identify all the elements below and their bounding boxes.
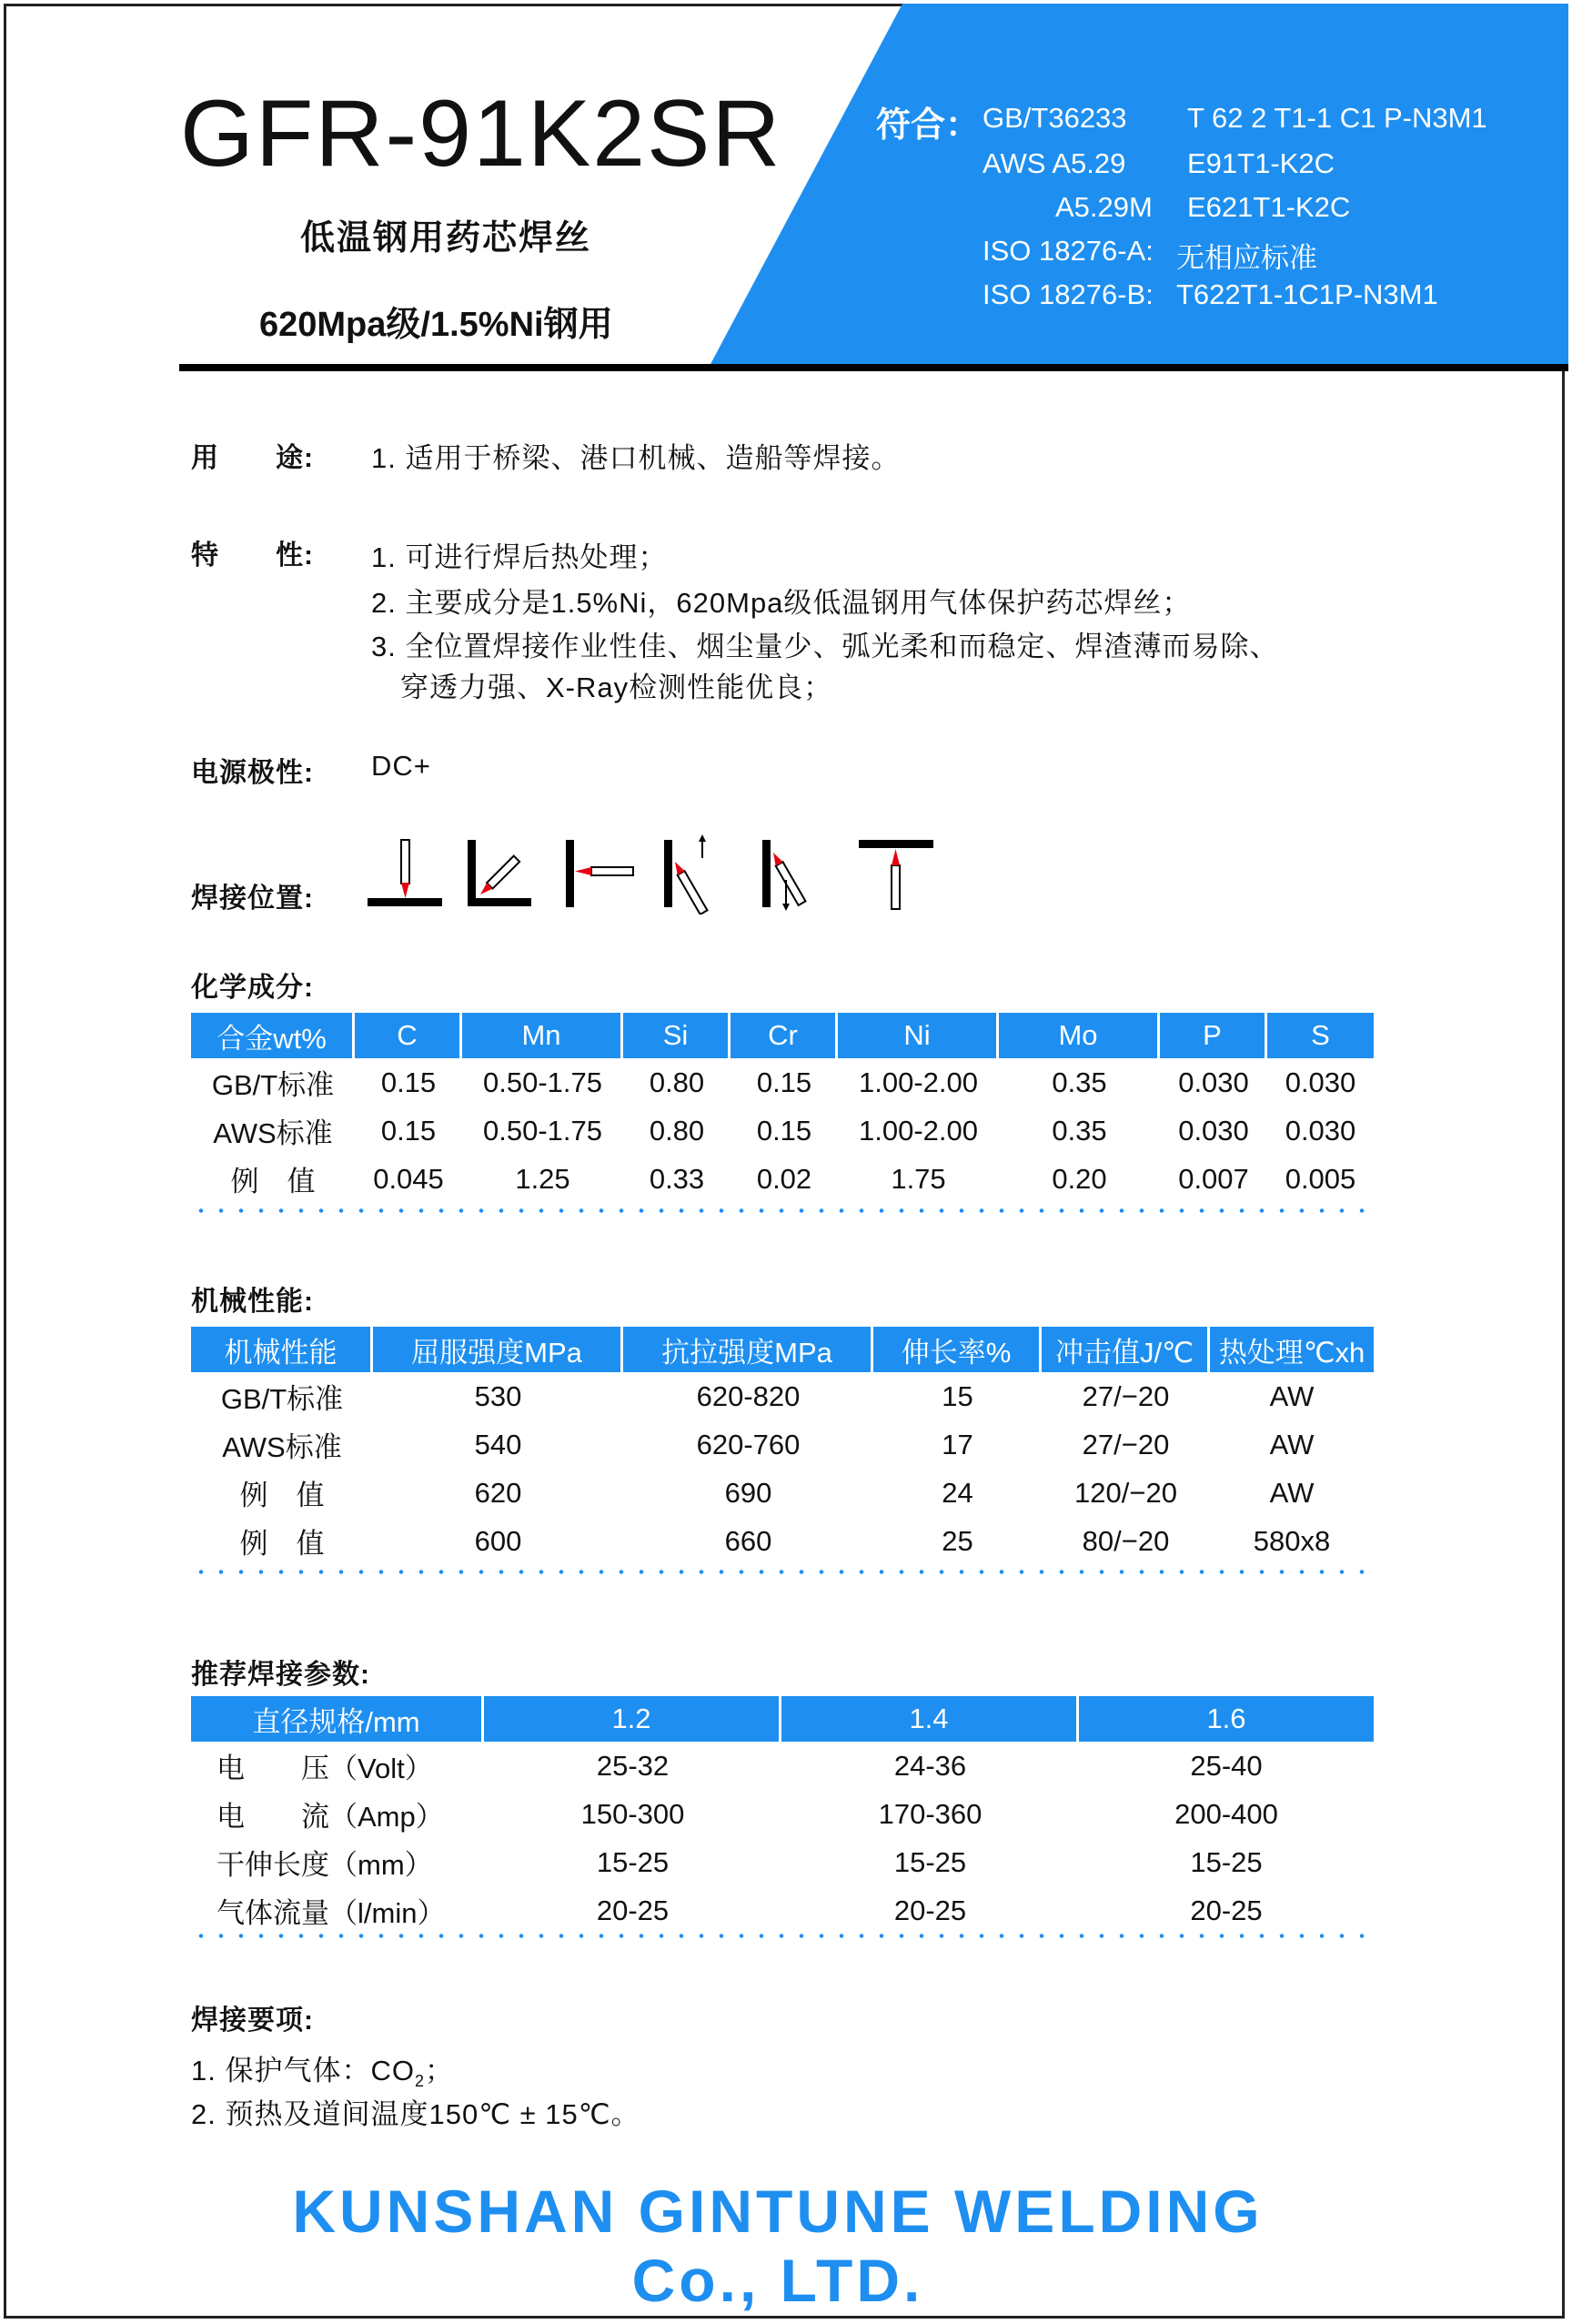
standard-code: E91T1-K2C xyxy=(1187,147,1335,179)
column-header: Mo xyxy=(999,1013,1160,1058)
table-cell: 620-760 xyxy=(696,1428,801,1460)
table-cell: 600 xyxy=(474,1524,522,1557)
note-text: 1. 保护气体：CO xyxy=(191,2055,415,2087)
dotted-divider xyxy=(191,1934,1374,1938)
table-cell: 0.50-1.75 xyxy=(483,1066,602,1098)
table-cell: 20-25 xyxy=(893,1894,967,1926)
column-header: 1.6 xyxy=(1079,1696,1374,1742)
table-cell: 27/−20 xyxy=(1082,1379,1170,1412)
column-header: Cr xyxy=(731,1013,838,1058)
product-code: GFR-91K2SR xyxy=(180,81,782,187)
table-cell: 例 值 xyxy=(239,1528,325,1560)
table-row xyxy=(191,1886,1374,1935)
column-header: S xyxy=(1267,1013,1374,1058)
table-cell: 0.030 xyxy=(1285,1066,1356,1098)
column-header: Si xyxy=(623,1013,731,1058)
table-cell: 0.005 xyxy=(1285,1162,1356,1195)
note-item xyxy=(191,2047,454,2091)
table-cell: 干伸长度（mm） xyxy=(217,1849,433,1881)
table-cell: 气体流量（l/min） xyxy=(217,1897,446,1929)
polarity-label: 电源极性: xyxy=(191,758,314,788)
overhead-position-icon xyxy=(859,833,933,914)
table-cell: 150-300 xyxy=(580,1797,685,1830)
feature-item: 2. 主要成分是1.5%Ni，620Mpa级低温钢用气体保护药芯焊丝； xyxy=(371,587,1192,619)
table-header-row xyxy=(191,1696,1374,1742)
column-header: 1.2 xyxy=(484,1696,781,1742)
table-cell: 20-25 xyxy=(1190,1894,1263,1926)
standard-code: T 62 2 T1-1 C1 P-N3M1 xyxy=(1187,102,1487,134)
params-table xyxy=(191,1696,1374,1935)
header-divider xyxy=(179,364,1568,371)
table-cell: AWS标准 xyxy=(222,1431,342,1463)
column-header: 合金wt% xyxy=(191,1013,355,1058)
table-row xyxy=(191,1155,1374,1203)
table-row xyxy=(191,1517,1374,1565)
table-cell: 0.35 xyxy=(1052,1066,1107,1098)
column-header: 伸长率% xyxy=(873,1327,1042,1372)
table-cell: 0.15 xyxy=(380,1066,437,1098)
table-row xyxy=(191,1469,1374,1517)
standard-code: T622T1-1C1P-N3M1 xyxy=(1176,278,1438,310)
polarity-value: DC+ xyxy=(371,750,431,782)
horizontal-position-icon xyxy=(564,833,639,914)
table-cell: 1.00-2.00 xyxy=(859,1114,978,1147)
table-row xyxy=(191,1372,1374,1420)
note-item: 2. 预热及道间温度150℃ ± 15℃。 xyxy=(191,2098,640,2130)
table-cell: 20-25 xyxy=(596,1894,670,1926)
table-cell: 0.030 xyxy=(1178,1066,1249,1098)
table-cell: GB/T标准 xyxy=(211,1069,335,1101)
table-cell: 0.030 xyxy=(1285,1114,1356,1147)
table-cell: 24 xyxy=(942,1476,973,1509)
welding-positions xyxy=(368,833,933,914)
feature-item: 1. 可进行焊后热处理； xyxy=(371,541,668,573)
table-cell: 17 xyxy=(942,1428,973,1460)
dotted-divider xyxy=(191,1208,1374,1213)
params-label: 推荐焊接参数: xyxy=(191,1660,370,1690)
table-cell: 例 值 xyxy=(239,1480,325,1511)
table-row xyxy=(191,1742,1374,1790)
table-cell: 电 压（Volt） xyxy=(217,1753,433,1784)
table-row xyxy=(191,1106,1374,1155)
standard-name: GB/T36233 xyxy=(982,102,1127,134)
table-cell: 25-32 xyxy=(596,1749,670,1782)
table-cell: 1.75 xyxy=(891,1162,946,1195)
table-cell: 25 xyxy=(942,1524,973,1557)
subscript: 2 xyxy=(414,2072,425,2091)
chemical-table xyxy=(191,1013,1374,1203)
standard-name: AWS A5.29 xyxy=(982,147,1126,179)
column-header: 直径规格/mm xyxy=(191,1696,484,1742)
note-text: ； xyxy=(424,2055,454,2087)
column-header: 冲击值J/℃ xyxy=(1042,1327,1210,1372)
column-header: P xyxy=(1160,1013,1267,1058)
table-cell: 0.50-1.75 xyxy=(483,1114,602,1147)
notes-label: 焊接要项: xyxy=(191,2006,314,2036)
vertical-up-position-icon xyxy=(662,833,737,914)
table-cell: 1.00-2.00 xyxy=(859,1066,978,1098)
table-cell: 0.35 xyxy=(1052,1114,1107,1147)
feature-item: 穿透力强、X-Ray检测性能优良； xyxy=(371,672,833,703)
feature-item: 3. 全位置焊接作业性佳、烟尘量少、弧光柔和而稳定、焊渣薄而易除、 xyxy=(371,631,1279,662)
conform-label: 符合： xyxy=(876,106,981,145)
standard-code: 无相应标准 xyxy=(1176,242,1317,274)
table-cell: 1.25 xyxy=(515,1162,570,1195)
column-header: 机械性能 xyxy=(191,1327,373,1372)
table-cell: 0.20 xyxy=(1052,1162,1107,1195)
standard-name: ISO 18276-A: xyxy=(982,235,1154,267)
table-cell: 0.045 xyxy=(373,1162,444,1195)
table-cell: 120/−20 xyxy=(1074,1476,1177,1509)
usage-label: 用 途: xyxy=(191,443,314,473)
table-cell: 0.15 xyxy=(756,1114,812,1147)
table-cell: 25-40 xyxy=(1190,1749,1263,1782)
features-label: 特 性: xyxy=(191,541,314,571)
dotted-divider xyxy=(191,1570,1374,1574)
table-cell: 24-36 xyxy=(893,1749,967,1782)
column-header: 热处理℃xh xyxy=(1210,1327,1374,1372)
table-row xyxy=(191,1838,1374,1886)
table-cell: 170-360 xyxy=(878,1797,982,1830)
table-cell: 690 xyxy=(724,1476,772,1509)
table-cell: 660 xyxy=(724,1524,772,1557)
standard-code: E621T1-K2C xyxy=(1187,191,1351,223)
mechanical-label: 机械性能: xyxy=(191,1287,314,1317)
table-row xyxy=(191,1420,1374,1469)
table-cell: 电 流（Amp） xyxy=(217,1801,444,1833)
product-subtitle: 低温钢用药芯焊丝 xyxy=(300,219,592,258)
table-cell: 0.15 xyxy=(380,1114,437,1147)
table-header-row xyxy=(191,1327,1374,1372)
table-cell: AW xyxy=(1269,1379,1315,1412)
column-header: 抗拉强度MPa xyxy=(623,1327,873,1372)
standard-name: A5.29M xyxy=(1055,191,1153,223)
table-cell: 0.15 xyxy=(756,1066,812,1098)
table-cell: 540 xyxy=(474,1428,522,1460)
column-header: Mn xyxy=(462,1013,623,1058)
table-cell: 27/−20 xyxy=(1082,1428,1170,1460)
table-cell: 0.030 xyxy=(1178,1114,1249,1147)
standard-name: ISO 18276-B: xyxy=(982,278,1154,310)
flat-fillet-position-icon xyxy=(368,833,442,914)
usage-item: 1. 适用于桥梁、港口机械、造船等焊接。 xyxy=(371,442,901,474)
column-header: C xyxy=(355,1013,462,1058)
table-cell: 15 xyxy=(942,1379,973,1412)
table-cell: 80/−20 xyxy=(1082,1524,1170,1557)
table-cell: 580x8 xyxy=(1253,1524,1331,1557)
table-cell: 620-820 xyxy=(696,1379,801,1412)
horizontal-fillet-position-icon xyxy=(466,833,540,914)
table-cell: 例 值 xyxy=(230,1166,316,1197)
table-header-row xyxy=(191,1013,1374,1058)
column-header: 1.4 xyxy=(781,1696,1079,1742)
positions-label: 焊接位置: xyxy=(191,884,314,914)
column-header: Ni xyxy=(838,1013,999,1058)
table-cell: 0.02 xyxy=(756,1162,812,1195)
table-cell: 200-400 xyxy=(1174,1797,1278,1830)
table-cell: 0.80 xyxy=(649,1066,705,1098)
table-cell: AW xyxy=(1269,1476,1315,1509)
column-header: 屈服强度MPa xyxy=(373,1327,623,1372)
vertical-down-position-icon xyxy=(761,833,835,914)
table-cell: AWS标准 xyxy=(213,1117,333,1149)
mechanical-table xyxy=(191,1327,1374,1565)
table-cell: 0.007 xyxy=(1178,1162,1249,1195)
table-cell: 620 xyxy=(474,1476,522,1509)
table-cell: 15-25 xyxy=(893,1845,967,1878)
table-cell: 530 xyxy=(474,1379,522,1412)
table-cell: 15-25 xyxy=(596,1845,670,1878)
table-cell: 0.80 xyxy=(649,1114,705,1147)
product-grade: 620Mpa级/1.5%Ni钢用 xyxy=(259,306,613,344)
chemical-label: 化学成分: xyxy=(191,973,314,1003)
table-cell: AW xyxy=(1269,1428,1315,1460)
table-row xyxy=(191,1790,1374,1838)
company-name: KUNSHAN GINTUNE WELDING Co., LTD. xyxy=(292,2177,1264,2314)
table-cell: 15-25 xyxy=(1190,1845,1263,1878)
table-cell: GB/T标准 xyxy=(220,1383,344,1415)
table-row xyxy=(191,1058,1374,1106)
table-cell: 0.33 xyxy=(649,1162,705,1195)
